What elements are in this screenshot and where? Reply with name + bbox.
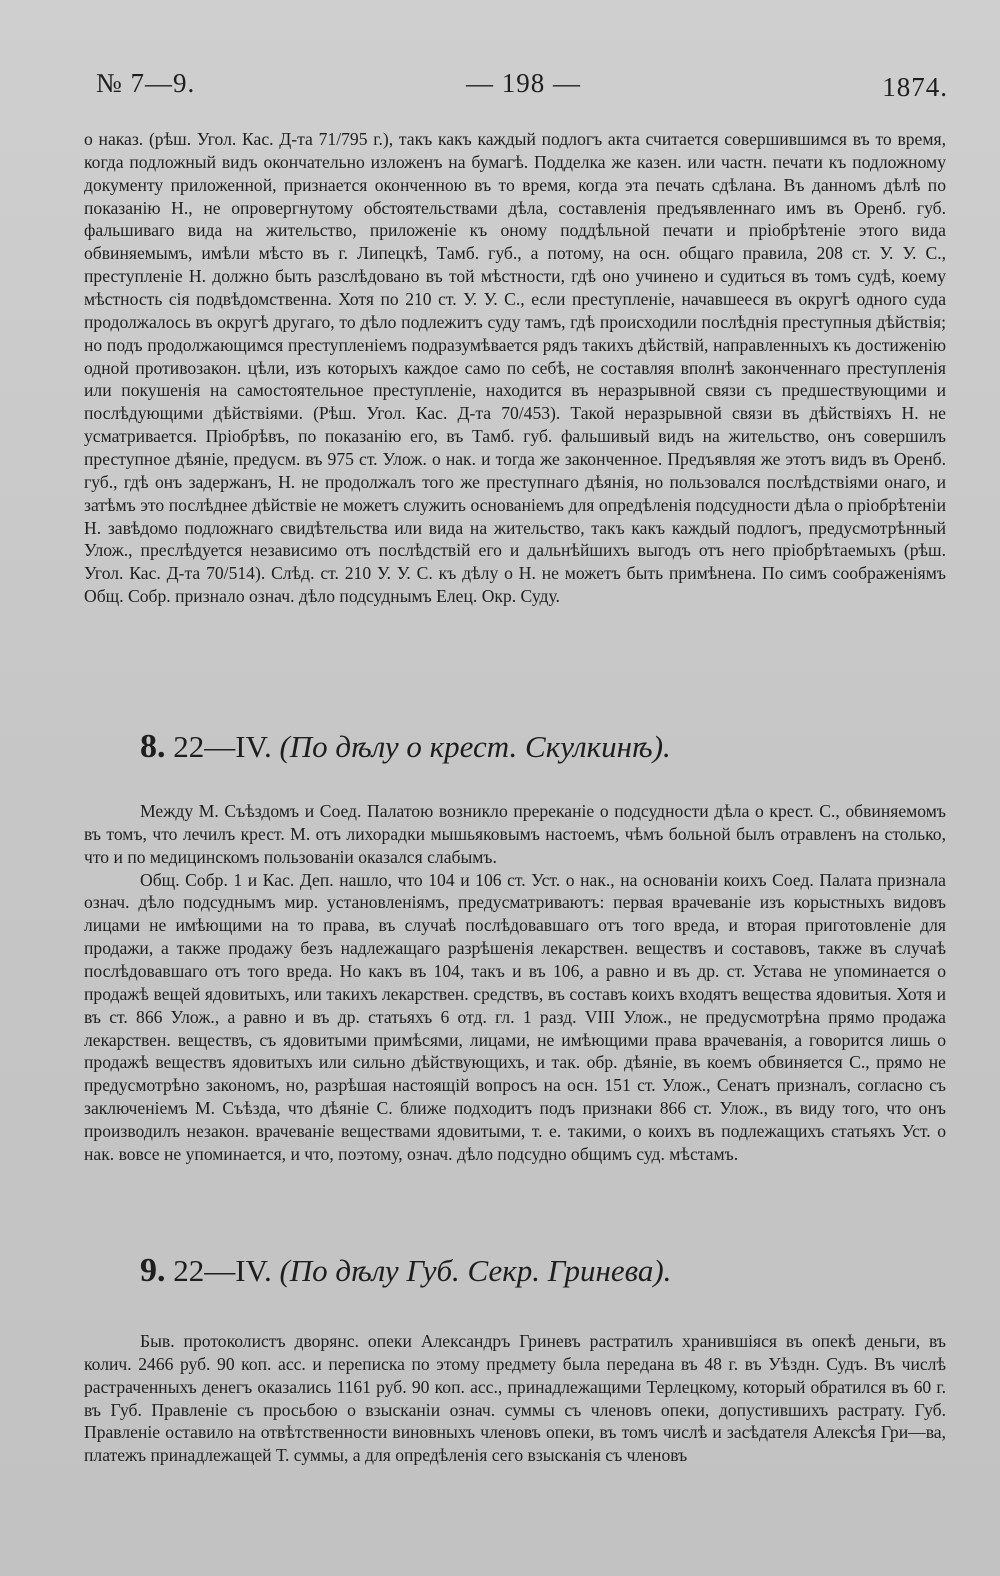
section-8-body [84,800,946,1166]
page-header [96,68,948,108]
section-date: 22—IV. [173,729,272,764]
section-number: 8. [140,728,166,765]
section-9-heading [140,1252,960,1290]
year: 1874. [882,72,948,102]
section-8-heading [140,728,960,766]
issue-number: № 7—9. [96,68,196,98]
page-number: — 198 — [466,68,581,98]
section-number: 9. [140,1252,166,1289]
section-9-body [84,1330,946,1467]
paragraph: о наказ. (рѣш. Угол. Кас. Д-та 71/795 г.), такъ какъ каждый подлогъ акта считается совершившимся въ то время, когда подложный видъ окончательно изложенъ на бумагѣ. Подделка же казен. или частн. печати къ подложному документу приложенной, признается оконченною въ то время, когда эта печать сдѣлана. Въ данномъ дѣлѣ по показанію Н., не опровергнутому обстоятельствами дѣла, составленія предъявленнаго имъ въ Оренб. губ. фальшиваго вида на жительство, приложеніе къ оному поддѣльной печати и пріобрѣтеніе этого вида обвиняемымъ, имѣли мѣсто въ г. Липецкѣ, Тамб. губ., а потому, на осн. общаго правила, 208 ст. У. У. С., преступленіе Н. должно быть разслѣдовано въ той мѣстности, гдѣ оно учинено и судиться въ томъ судѣ, коему мѣстность сія подвѣдомственна. Хотя по 210 ст. У. У. С., если преступленіе, начавшееся въ округѣ одного суда продолжалось въ округѣ другаго, то дѣло подлежитъ суду тамъ, гдѣ происходили послѣднія преступныя дѣйствія; но подъ продолжающимся преступленіемъ подразумѣвается рядъ такихъ дѣйствій, направленныхъ къ достиженію одной противозакон. цѣли, изъ которыхъ каждое само по себѣ, не составляя вполнѣ законченнаго преступленія или покушенія на самостоятельное преступленіе, находится въ неразрывной связи съ предшествующими и послѣдующими дѣйствіями. (Рѣш. Угол. Кас. Д-та 70/453). Такой неразрывной связи въ дѣйствіяхъ Н. не усматривается. Пріобрѣвъ, по показанію его, въ Тамб. губ. фальшивый видъ на жительство, онъ совершилъ преступное дѣяніе, предусм. въ 975 ст. Улож. о нак. и тогда же законченное. Предъявляя же этотъ видъ въ Оренб. губ., гдѣ онъ задержанъ, Н. не продолжалъ того же преступнаго дѣянія, но пользовался послѣдствіями онаго, и затѣмъ это послѣднее дѣйствіе не можетъ служить основаніемъ для опредѣленія подсудности дѣла о пріобрѣтеніи Н. завѣдомо подложнаго свидѣтельства или вида на жительство, такъ какъ каждый подлогъ, предусмотрѣнный Улож., преслѣдуется независимо отъ послѣдствій его и дальнѣйшихъ выгодъ отъ него пріобрѣтаемыхъ (рѣш. Угол. Кас. Д-та 70/514). Слѣд. ст. 210 У. У. С. къ дѣлу о Н. не можетъ быть примѣнена. По симъ соображеніямъ Общ. Собр. признало означ. дѣло подсуднымъ Елец. Окр. Суду. [84,129,946,607]
paragraph: Общ. Собр. 1 и Кас. Деп. нашло, что 104 и 106 ст. Уст. о нак., на основаніи коихъ Соед. Палата признала означ. дѣло подсуднымъ мир. установленіямъ, предусматриваютъ: первая врачеваніе изъ корыстныхъ видовъ лицами не имѣющими на то права, въ случаѣ послѣдовавшаго отъ того вреда, и вторая приготовленіе для продажи, а также продажу безъ надлежащаго разрѣшенія лекарствен. веществъ и составовъ, также въ случаѣ послѣдовавшаго отъ того вреда. Но какъ въ 104, такъ и въ 106, а равно и въ др. ст. Устава не упоминается о продажѣ вещей ядовитыхъ, или такихъ лекарствен. средствъ, въ составъ коихъ входятъ вещества ядовитыя. Хотя и въ ст. 866 Улож., а равно и въ др. статьяхъ 6 отд. гл. 1 разд. VIII Улож., не предусмотрѣна прямо продажа лекарствен. веществъ, съ ядовитыми примѣсями, лицами, не имѣющими права врачеванія, а говорится лишь о продажѣ веществъ ядовитыхъ или сильно дѣйствующихъ, и так. обр. дѣяніе, въ коемъ обвиняется С., прямо не предусмотрѣно закономъ, но, разрѣшая настоящій вопросъ на осн. 151 ст. Улож., Сенатъ призналъ, согласно съ заключеніемъ М. Съѣзда, что дѣяніе С. ближе подходитъ подъ признаки 866 ст. Улож., въ виду того, что онъ производилъ незакон. врачеваніе веществами ядовитыми, т. е. такими, о коихъ въ подлежащихъ статьяхъ Уст. о нак. вовсе не упоминается, и что, поэтому, означ. дѣло подсудно общимъ суд. мѣстамъ. [84,869,946,1164]
paragraph: Между М. Съѣздомъ и Соед. Палатою возникло пререканіе о подсудности дѣла о крест. С., обвиняемомъ въ томъ, что лечилъ крест. М. отъ лихорадки мышьяковымъ настоемъ, чѣмъ больной былъ отравленъ на столько, что и по медицинскомъ пользованіи оказался слабымъ. [84,801,946,867]
section-date: 22—IV. [173,1253,272,1288]
section-title: (По дѣлу Губ. Секр. Гринева). [279,1253,672,1288]
section-title: (По дѣлу о крест. Скулкинѣ). [279,729,671,764]
paragraph: Быв. протоколистъ дворянс. опеки Александръ Гриневъ растратилъ хранившіяся въ опекѣ деньги, въ колич. 2466 руб. 90 коп. асс. и переписка по этому предмету была передана въ 48 г. въ Уѣздн. Судъ. Въ числѣ растраченныхъ денегъ оказались 1161 руб. 90 коп. асс., принадлежащими Терлецкому, который обратился въ 60 г. въ Губ. Правленіе съ просьбою о взысканіи означ. суммы съ членовъ опеки, допустившихъ растрату. Губ. Правленіе оставило на отвѣтственности виновныхъ членовъ опеки, въ томъ числѣ и засѣдателя Алексѣя Гри—ва, платежъ принадлежащей Т. суммы, а для опредѣленія сего взысканія съ членовъ [84,1331,946,1466]
continued-text-block [84,128,946,608]
